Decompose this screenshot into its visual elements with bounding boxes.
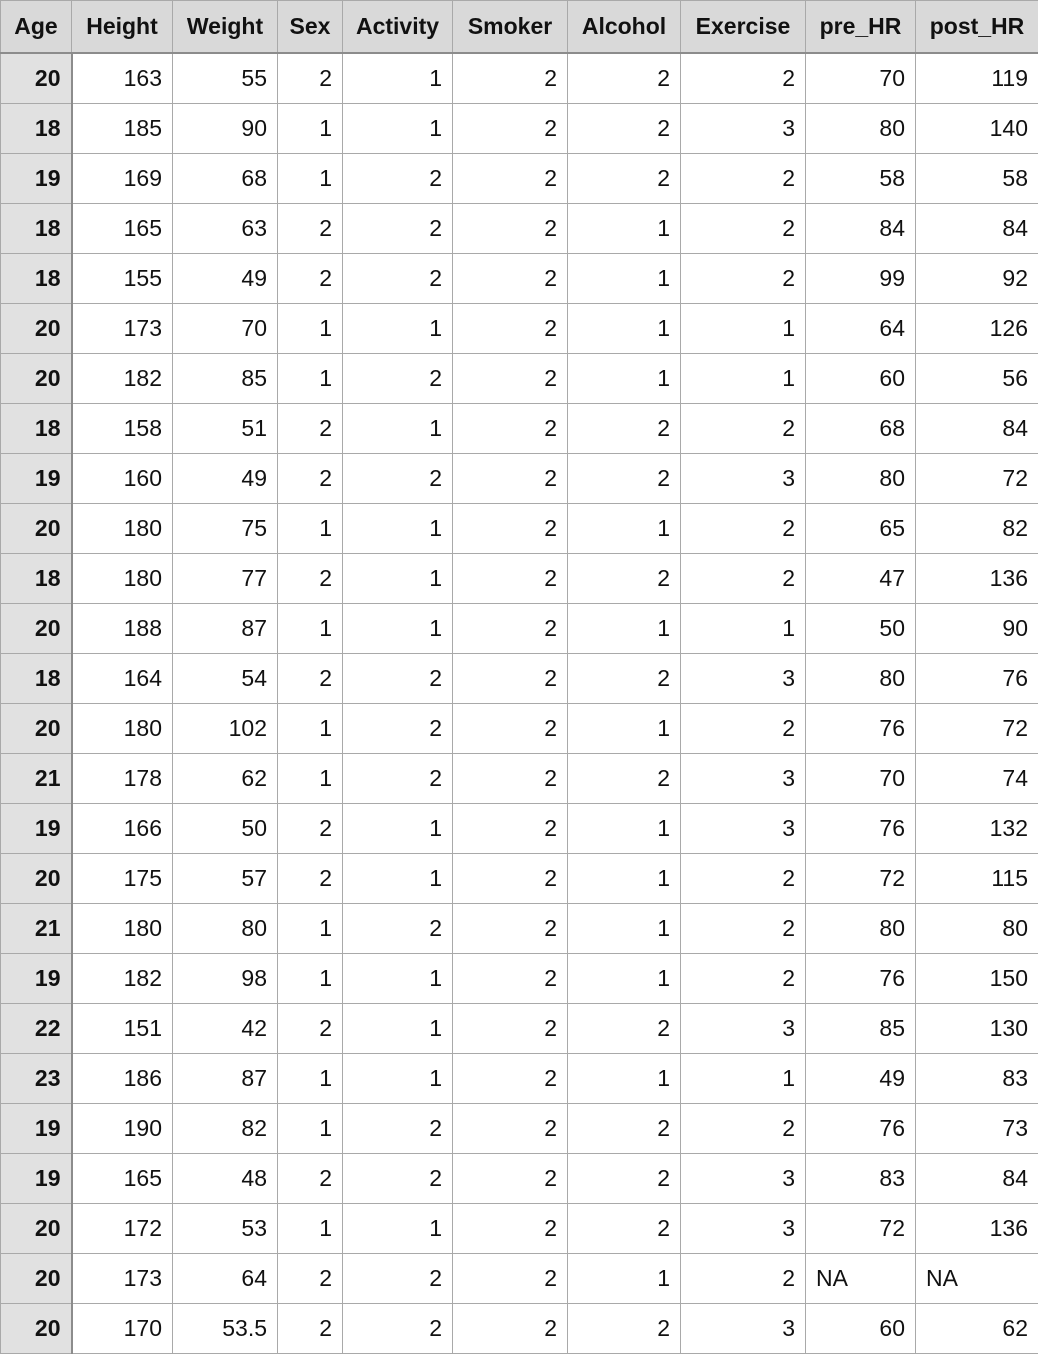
table-cell[interactable]: 2 (453, 1054, 568, 1104)
table-cell[interactable]: NA (916, 1254, 1038, 1304)
table-cell[interactable]: 2 (568, 754, 681, 804)
table-cell[interactable]: 185 (72, 104, 173, 154)
table-cell[interactable]: 2 (453, 354, 568, 404)
table-cell[interactable]: 2 (453, 554, 568, 604)
table-cell[interactable]: 1 (568, 254, 681, 304)
table-cell[interactable]: 1 (681, 604, 806, 654)
table-row (1, 604, 1038, 654)
table-cell[interactable]: 2 (343, 204, 453, 254)
table-cell[interactable]: 2 (681, 1104, 806, 1154)
table-cell[interactable]: 186 (72, 1054, 173, 1104)
table-cell[interactable]: 1 (343, 854, 453, 904)
table-cell[interactable]: 53.5 (173, 1304, 278, 1354)
table-cell[interactable]: 2 (568, 1104, 681, 1154)
table-cell[interactable]: 2 (343, 704, 453, 754)
table-cell[interactable]: 1 (568, 354, 681, 404)
table-cell[interactable]: 2 (453, 704, 568, 754)
table-cell[interactable]: 55 (173, 53, 278, 104)
row-header-cell[interactable]: 18 (1, 404, 72, 454)
table-cell[interactable]: 2 (453, 904, 568, 954)
table-cell[interactable]: 49 (173, 454, 278, 504)
table-cell[interactable]: 70 (173, 304, 278, 354)
column-header-smoker[interactable]: Smoker (453, 1, 568, 54)
table-cell[interactable]: 180 (72, 504, 173, 554)
table-cell[interactable]: 2 (681, 204, 806, 254)
table-cell[interactable]: 2 (681, 504, 806, 554)
table-cell[interactable]: 2 (568, 1304, 681, 1354)
table-cell[interactable]: 1 (568, 904, 681, 954)
table-cell[interactable]: 2 (568, 1154, 681, 1204)
table-cell[interactable]: 1 (278, 504, 343, 554)
table-cell[interactable]: 80 (173, 904, 278, 954)
table-row (1, 904, 1038, 954)
table-cell[interactable]: 1 (278, 104, 343, 154)
table-cell[interactable]: 58 (806, 154, 916, 204)
table-cell[interactable]: 1 (568, 304, 681, 354)
table-row (1, 554, 1038, 604)
table-row (1, 1254, 1038, 1304)
table-cell[interactable]: 80 (916, 904, 1038, 954)
table-row (1, 204, 1038, 254)
table-cell[interactable]: 2 (681, 404, 806, 454)
table-cell[interactable]: 1 (568, 704, 681, 754)
table-cell[interactable]: 63 (173, 204, 278, 254)
row-header-cell[interactable]: 20 (1, 304, 72, 354)
table-cell[interactable]: 2 (278, 254, 343, 304)
table-cell[interactable]: 64 (806, 304, 916, 354)
table-cell[interactable]: 76 (806, 804, 916, 854)
table-cell[interactable]: 119 (916, 53, 1038, 104)
row-header-cell[interactable]: 18 (1, 104, 72, 154)
table-cell[interactable]: 62 (173, 754, 278, 804)
table-cell[interactable]: 180 (72, 554, 173, 604)
table-cell[interactable]: 51 (173, 404, 278, 454)
table-cell[interactable]: 2 (343, 1304, 453, 1354)
table-cell[interactable]: 84 (916, 404, 1038, 454)
table-cell[interactable]: 172 (72, 1204, 173, 1254)
table-cell[interactable]: 76 (806, 704, 916, 754)
table-cell[interactable]: 72 (806, 1204, 916, 1254)
table-cell[interactable]: 1 (343, 604, 453, 654)
table-cell[interactable]: 2 (453, 304, 568, 354)
table-cell[interactable]: 1 (343, 554, 453, 604)
table-cell[interactable]: 164 (72, 654, 173, 704)
table-cell[interactable]: 2 (681, 954, 806, 1004)
table-cell[interactable]: 136 (916, 554, 1038, 604)
table-cell[interactable]: 102 (173, 704, 278, 754)
table-cell[interactable]: 1 (568, 1054, 681, 1104)
table-cell[interactable]: 72 (916, 454, 1038, 504)
table-cell[interactable]: 2 (343, 1104, 453, 1154)
table-row (1, 854, 1038, 904)
table-row (1, 404, 1038, 454)
table-cell[interactable]: 1 (681, 304, 806, 354)
table-cell[interactable]: 80 (806, 654, 916, 704)
table-cell[interactable]: 2 (568, 154, 681, 204)
table-cell[interactable]: 169 (72, 154, 173, 204)
table-cell[interactable]: 1 (568, 1254, 681, 1304)
table-cell[interactable]: 1 (343, 304, 453, 354)
table-cell[interactable]: 1 (278, 704, 343, 754)
table-cell[interactable]: 173 (72, 1254, 173, 1304)
table-cell[interactable]: 2 (343, 354, 453, 404)
table-cell[interactable]: 98 (173, 954, 278, 1004)
row-header-cell[interactable]: 20 (1, 704, 72, 754)
table-cell[interactable]: 50 (173, 804, 278, 854)
table-cell[interactable]: 2 (278, 654, 343, 704)
table-cell[interactable]: 182 (72, 354, 173, 404)
table-cell[interactable]: 175 (72, 854, 173, 904)
table-cell[interactable]: 115 (916, 854, 1038, 904)
table-cell[interactable]: 151 (72, 1004, 173, 1054)
table-cell[interactable]: 87 (173, 1054, 278, 1104)
table-cell[interactable]: 75 (173, 504, 278, 554)
table-cell[interactable]: 2 (568, 1204, 681, 1254)
table-cell[interactable]: 2 (453, 1304, 568, 1354)
table-cell[interactable]: 2 (453, 804, 568, 854)
table-cell[interactable]: 150 (916, 954, 1038, 1004)
table-cell[interactable]: 1 (568, 954, 681, 1004)
table-row (1, 954, 1038, 1004)
table-cell[interactable]: 2 (453, 454, 568, 504)
table-cell[interactable]: 2 (278, 53, 343, 104)
table-cell[interactable]: 2 (278, 404, 343, 454)
table-row (1, 754, 1038, 804)
table-cell[interactable]: 80 (806, 904, 916, 954)
table-cell[interactable]: 190 (72, 1104, 173, 1154)
table-cell[interactable]: 1 (278, 904, 343, 954)
table-cell[interactable]: 2 (681, 904, 806, 954)
table-row (1, 1154, 1038, 1204)
table-cell[interactable]: 2 (278, 1154, 343, 1204)
table-cell[interactable]: 1 (343, 53, 453, 104)
table-cell[interactable]: 136 (916, 1204, 1038, 1254)
table-cell[interactable]: 48 (173, 1154, 278, 1204)
table-cell[interactable]: 2 (278, 854, 343, 904)
table-cell[interactable]: 84 (916, 1154, 1038, 1204)
table-cell[interactable]: 2 (453, 954, 568, 1004)
row-header-cell[interactable]: 19 (1, 1154, 72, 1204)
row-header-cell[interactable]: 22 (1, 1004, 72, 1054)
table-row (1, 354, 1038, 404)
table-cell[interactable]: 2 (681, 1254, 806, 1304)
row-header-cell[interactable]: 20 (1, 1254, 72, 1304)
table-cell[interactable]: 3 (681, 104, 806, 154)
table-cell[interactable]: 2 (453, 754, 568, 804)
table-cell[interactable]: 1 (278, 304, 343, 354)
table-cell[interactable]: 70 (806, 754, 916, 804)
row-header-cell[interactable]: 20 (1, 604, 72, 654)
row-header-cell[interactable]: 20 (1, 53, 72, 104)
row-header-cell[interactable]: 20 (1, 854, 72, 904)
table-cell[interactable]: 62 (916, 1304, 1038, 1354)
table-row (1, 304, 1038, 354)
table-cell[interactable]: 126 (916, 304, 1038, 354)
table-cell[interactable]: 2 (453, 53, 568, 104)
table-cell[interactable]: 76 (806, 1104, 916, 1154)
table-cell[interactable]: 84 (806, 204, 916, 254)
table-cell[interactable]: 3 (681, 454, 806, 504)
table-cell[interactable]: 1 (278, 1054, 343, 1104)
table-cell[interactable]: 80 (806, 104, 916, 154)
table-cell[interactable]: 76 (916, 654, 1038, 704)
row-header-cell[interactable]: 19 (1, 154, 72, 204)
row-header-cell[interactable]: 21 (1, 754, 72, 804)
table-cell[interactable]: 85 (173, 354, 278, 404)
table-cell[interactable]: 2 (278, 1304, 343, 1354)
table-cell[interactable]: 1 (343, 504, 453, 554)
row-header-cell[interactable]: 19 (1, 804, 72, 854)
table-cell[interactable]: 1 (278, 754, 343, 804)
table-cell[interactable]: 72 (916, 704, 1038, 754)
table-row (1, 254, 1038, 304)
column-header-activity[interactable]: Activity (343, 1, 453, 54)
table-cell[interactable]: 182 (72, 954, 173, 1004)
table-row (1, 704, 1038, 754)
row-header-cell[interactable]: 18 (1, 554, 72, 604)
row-header-cell[interactable]: 19 (1, 454, 72, 504)
table-cell[interactable]: 56 (916, 354, 1038, 404)
table-cell[interactable]: 2 (278, 1004, 343, 1054)
row-header-cell[interactable]: 19 (1, 954, 72, 1004)
table-cell[interactable]: 132 (916, 804, 1038, 854)
table-cell[interactable]: 170 (72, 1304, 173, 1354)
table-cell[interactable]: 1 (568, 604, 681, 654)
table-cell[interactable]: 90 (916, 604, 1038, 654)
table-cell[interactable]: 2 (453, 404, 568, 454)
table-cell[interactable]: 155 (72, 254, 173, 304)
table-cell[interactable]: 2 (568, 404, 681, 454)
table-cell[interactable]: 1 (681, 1054, 806, 1104)
row-header-cell[interactable]: 20 (1, 504, 72, 554)
table-body (1, 53, 1038, 1354)
table-cell[interactable]: 2 (278, 554, 343, 604)
table-cell[interactable]: 1 (278, 954, 343, 1004)
table-cell[interactable]: 1 (278, 354, 343, 404)
row-header-cell[interactable]: 19 (1, 1104, 72, 1154)
table-cell[interactable]: 178 (72, 754, 173, 804)
table-row (1, 1204, 1038, 1254)
table-cell[interactable]: 1 (568, 204, 681, 254)
table-cell[interactable]: 2 (453, 504, 568, 554)
table-row (1, 1104, 1038, 1154)
table-cell[interactable]: 68 (806, 404, 916, 454)
table-cell[interactable]: 2 (343, 254, 453, 304)
table-cell[interactable]: 53 (173, 1204, 278, 1254)
table-cell[interactable]: 82 (173, 1104, 278, 1154)
table-cell[interactable]: 2 (343, 1154, 453, 1204)
table-cell[interactable]: 92 (916, 254, 1038, 304)
table-cell[interactable]: 87 (173, 604, 278, 654)
table-row (1, 1304, 1038, 1354)
table-cell[interactable]: 2 (453, 1254, 568, 1304)
row-header-cell[interactable]: 20 (1, 1304, 72, 1354)
table-cell[interactable]: 3 (681, 754, 806, 804)
table-cell[interactable]: 2 (343, 904, 453, 954)
table-cell[interactable]: 2 (453, 854, 568, 904)
table-cell[interactable]: 70 (806, 53, 916, 104)
table-cell[interactable]: 2 (568, 53, 681, 104)
table-cell[interactable]: 158 (72, 404, 173, 454)
table-row (1, 1054, 1038, 1104)
column-header-weight[interactable]: Weight (173, 1, 278, 54)
table-cell[interactable]: 2 (278, 204, 343, 254)
table-cell[interactable]: 2 (278, 1254, 343, 1304)
table-cell[interactable]: 3 (681, 1004, 806, 1054)
table-cell[interactable]: NA (806, 1254, 916, 1304)
table-cell[interactable]: 2 (453, 204, 568, 254)
column-header-alcohol[interactable]: Alcohol (568, 1, 681, 54)
table-cell[interactable]: 2 (278, 804, 343, 854)
table-row (1, 1004, 1038, 1054)
table-cell[interactable]: 2 (278, 454, 343, 504)
table-cell[interactable]: 2 (453, 104, 568, 154)
table-cell[interactable]: 47 (806, 554, 916, 604)
table-cell[interactable]: 2 (568, 1004, 681, 1054)
table-cell[interactable]: 76 (806, 954, 916, 1004)
row-header-cell[interactable]: 20 (1, 354, 72, 404)
row-header-cell[interactable]: 20 (1, 1204, 72, 1254)
table-cell[interactable]: 60 (806, 354, 916, 404)
table-row (1, 104, 1038, 154)
table-cell[interactable]: 2 (453, 1154, 568, 1204)
table-cell[interactable]: 68 (173, 154, 278, 204)
column-header-pre-hr[interactable]: pre_HR (806, 1, 916, 54)
table-cell[interactable]: 2 (453, 154, 568, 204)
table-cell[interactable]: 163 (72, 53, 173, 104)
table-cell[interactable]: 1 (343, 804, 453, 854)
table-cell[interactable]: 173 (72, 304, 173, 354)
table-cell[interactable]: 64 (173, 1254, 278, 1304)
column-header-height[interactable]: Height (72, 1, 173, 54)
table-cell[interactable]: 2 (681, 704, 806, 754)
table-cell[interactable]: 77 (173, 554, 278, 604)
table-row (1, 53, 1038, 104)
table-cell[interactable]: 2 (343, 1254, 453, 1304)
table-cell[interactable]: 99 (806, 254, 916, 304)
table-cell[interactable]: 2 (568, 654, 681, 704)
table-cell[interactable]: 84 (916, 204, 1038, 254)
table-cell[interactable]: 3 (681, 804, 806, 854)
table-cell[interactable]: 2 (453, 1204, 568, 1254)
table-cell[interactable]: 1 (343, 404, 453, 454)
table-cell[interactable]: 65 (806, 504, 916, 554)
table-cell[interactable]: 2 (453, 604, 568, 654)
table-cell[interactable]: 2 (343, 654, 453, 704)
table-cell[interactable]: 2 (681, 254, 806, 304)
table-cell[interactable]: 2 (568, 454, 681, 504)
row-header-cell[interactable]: 23 (1, 1054, 72, 1104)
table-cell[interactable]: 1 (278, 604, 343, 654)
table-row (1, 654, 1038, 704)
table-cell[interactable]: 42 (173, 1004, 278, 1054)
table-cell[interactable]: 180 (72, 704, 173, 754)
table-cell[interactable]: 2 (453, 1104, 568, 1154)
column-header-exercise[interactable]: Exercise (681, 1, 806, 54)
table-cell[interactable]: 130 (916, 1004, 1038, 1054)
table-cell[interactable]: 83 (916, 1054, 1038, 1104)
table-cell[interactable]: 2 (568, 104, 681, 154)
table-cell[interactable]: 1 (568, 854, 681, 904)
table-cell[interactable]: 2 (681, 154, 806, 204)
header-row (1, 1, 1038, 54)
table-row (1, 154, 1038, 204)
table-cell[interactable]: 1 (278, 1104, 343, 1154)
table-cell[interactable]: 2 (453, 654, 568, 704)
column-header-age[interactable]: Age (1, 1, 72, 54)
table-cell[interactable]: 166 (72, 804, 173, 854)
table-cell[interactable]: 2 (453, 254, 568, 304)
table-cell[interactable]: 2 (343, 154, 453, 204)
table-cell[interactable]: 180 (72, 904, 173, 954)
table-cell[interactable]: 3 (681, 1304, 806, 1354)
table-cell[interactable]: 165 (72, 204, 173, 254)
column-header-post-hr[interactable]: post_HR (916, 1, 1038, 54)
table-header (1, 1, 1038, 54)
table-cell[interactable]: 3 (681, 1154, 806, 1204)
table-cell[interactable]: 2 (681, 554, 806, 604)
table-cell[interactable]: 2 (681, 53, 806, 104)
table-row (1, 454, 1038, 504)
table-cell[interactable]: 1 (343, 1054, 453, 1104)
table-cell[interactable]: 1 (343, 104, 453, 154)
table-cell[interactable]: 2 (343, 454, 453, 504)
table-cell[interactable]: 1 (681, 354, 806, 404)
table-cell[interactable]: 57 (173, 854, 278, 904)
table-cell[interactable]: 50 (806, 604, 916, 654)
table-cell[interactable]: 54 (173, 654, 278, 704)
table-cell[interactable]: 73 (916, 1104, 1038, 1154)
table-cell[interactable]: 60 (806, 1304, 916, 1354)
row-header-cell[interactable]: 18 (1, 254, 72, 304)
table-cell[interactable]: 49 (173, 254, 278, 304)
table-cell[interactable]: 85 (806, 1004, 916, 1054)
table-cell[interactable]: 1 (278, 154, 343, 204)
table-cell[interactable]: 188 (72, 604, 173, 654)
table-cell[interactable]: 80 (806, 454, 916, 504)
table-cell[interactable]: 2 (568, 554, 681, 604)
table-cell[interactable]: 74 (916, 754, 1038, 804)
table-row (1, 804, 1038, 854)
table-cell[interactable]: 160 (72, 454, 173, 504)
table-cell[interactable]: 83 (806, 1154, 916, 1204)
table-cell[interactable]: 140 (916, 104, 1038, 154)
table-cell[interactable]: 1 (568, 804, 681, 854)
table-cell[interactable]: 82 (916, 504, 1038, 554)
table-cell[interactable]: 165 (72, 1154, 173, 1204)
table-cell[interactable]: 58 (916, 154, 1038, 204)
table-cell[interactable]: 1 (343, 1004, 453, 1054)
table-cell[interactable]: 1 (278, 1204, 343, 1254)
table-cell[interactable]: 90 (173, 104, 278, 154)
table-cell[interactable]: 2 (453, 1004, 568, 1054)
table-cell[interactable]: 1 (343, 1204, 453, 1254)
table-cell[interactable]: 49 (806, 1054, 916, 1104)
table-cell[interactable]: 1 (568, 504, 681, 554)
row-header-cell[interactable]: 21 (1, 904, 72, 954)
table-cell[interactable]: 3 (681, 1204, 806, 1254)
row-header-cell[interactable]: 18 (1, 204, 72, 254)
table-row (1, 504, 1038, 554)
table-cell[interactable]: 2 (681, 854, 806, 904)
table-cell[interactable]: 1 (343, 954, 453, 1004)
column-header-sex[interactable]: Sex (278, 1, 343, 54)
table-cell[interactable]: 3 (681, 654, 806, 704)
table-cell[interactable]: 72 (806, 854, 916, 904)
table-cell[interactable]: 2 (343, 754, 453, 804)
row-header-cell[interactable]: 18 (1, 654, 72, 704)
